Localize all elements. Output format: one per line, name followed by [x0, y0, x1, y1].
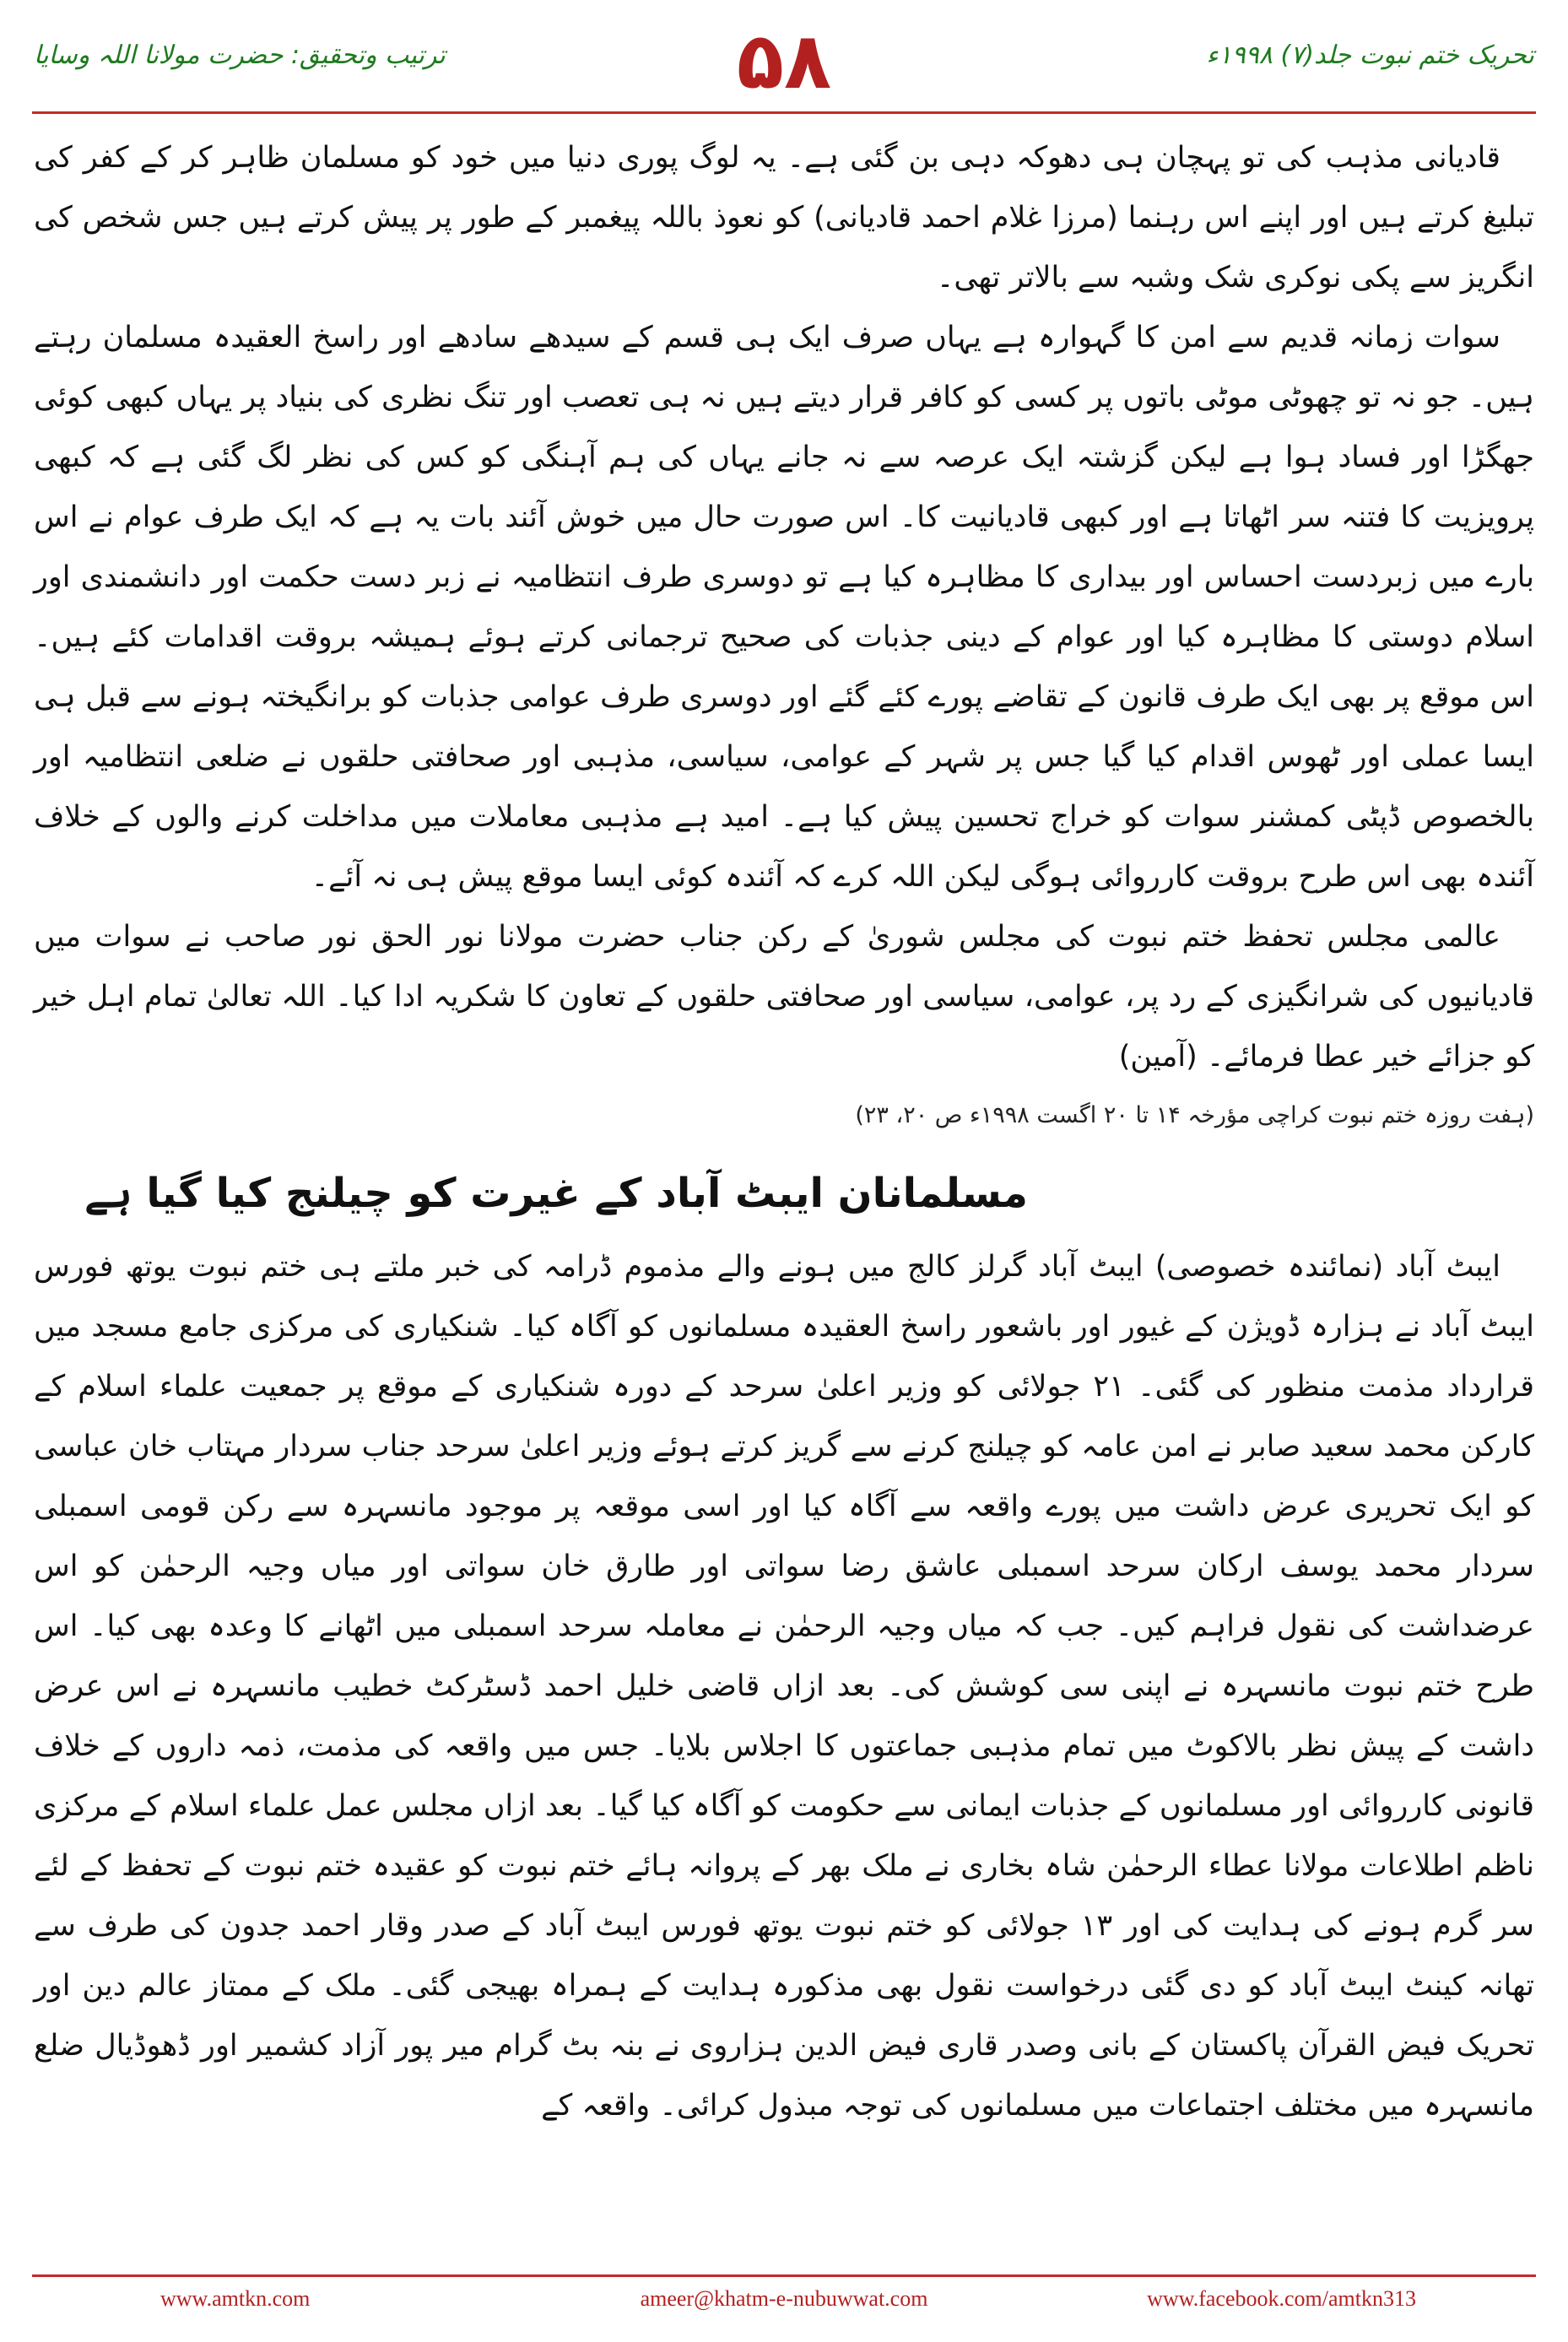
website-link[interactable]: www.amtkn.com [160, 2286, 311, 2311]
email-link[interactable]: ameer@khatm-e-nubuwwat.com [640, 2286, 928, 2311]
article1-source: (ہفت روزہ ختم نبوت کراچی مؤرخہ ۱۴ تا ۲۰ اگست ۱۹۹۸ء ص ۲۰، ۲۳) [855, 1102, 1534, 1128]
facebook-link[interactable]: www.facebook.com/amtkn313 [1147, 2286, 1416, 2311]
article1-paragraph-1: قادیانی مذہب کی تو پہچان ہی دھوکہ دہی بن گئی ہے۔ یہ لوگ پوری دنیا میں خود کو مسلمان ظاہر کر کے کفر کی تبلیغ کرتے ہیں اور اپنے اس رہنما (مرزا غلام احمد قادیانی) کو نعوذ باللہ پیغمبر کے طور پر پیش کرتے ہیں جس شخص کی انگریز سے پکی نوکری شک وشبہ سے بالاتر تھی۔ [34, 141, 1534, 295]
compiler-credit: ترتیب وتحقیق: حضرت مولانا اللہ وسایا [34, 41, 446, 70]
page-header [34, 15, 1534, 116]
article2-paragraph-1: ایبٹ آباد (نمائندہ خصوصی) ایبٹ آباد گرلز کالج میں ہونے والے مذموم ڈرامہ کی خبر ملتے ہی ختم نبوت یوتھ فورس ایبٹ آباد نے ہزارہ ڈویژن کے غیور اور باشعور راسخ العقیدہ مسلمانوں کو آگاہ کیا۔ شنکیاری کی مرکزی جامع مسجد میں قرارداد مذمت منظور کی گئی۔ ۲۱ جولائی کو وزیر اعلیٰ سرحد کے دورہ شنکیاری کے موقع پر جمعیت علماء اسلام کے کارکن محمد سعید صابر نے امن عامہ کو چیلنج کرنے سے گریز کرتے ہوئے وزیر اعلیٰ سرحد جناب سردار مہتاب خان عباسی کو ایک تحریری عرض داشت میں پورے واقعہ سے آگاہ کیا اور اسی موقعہ پر موجود مانسہرہ سے رکن قومی اسمبلی سردار محمد یوسف ارکان سرحد اسمبلی عاشق رضا سواتی اور طارق خان سواتی اور میاں وجیہ الرحمٰن کو اس عرضداشت کی نقول فراہم کیں۔ جب کہ میاں وجیہ الرحمٰن نے معاملہ سرحد اسمبلی میں اٹھانے کا وعدہ بھی کیا۔ اس طرح ختم نبوت مانسہرہ نے اپنی سی کوشش کی۔ بعد ازاں قاضی خلیل احمد ڈسٹرکٹ خطیب مانسہرہ نے اس عرض داشت کے پیش نظر بالاکوٹ میں تمام مذہبی جماعتوں کا اجلاس بلایا۔ جس میں واقعہ کی مذمت، ذمہ داروں کے خلاف قانونی کارروائی اور مسلمانوں کے جذبات ایمانی سے حکومت کو آگاہ کیا گیا۔ بعد ازاں مجلس عمل علماء اسلام کے مرکزی ناظم اطلاعات مولانا عطاء الرحمٰن شاہ بخاری نے ملک بھر کے پروانہ ہائے ختم نبوت کو عقیدہ ختم نبوت کے تحفظ کے لئے سر گرم ہونے کی ہدایت کی اور ۱۳ جولائی کو ختم نبوت یوتھ فورس ایبٹ آباد کے صدر وقار احمد جدون کی طرف سے تھانہ کینٹ ایبٹ آباد کو دی گئی درخواست نقول بھی مذکورہ ہدایت کے ہمراہ بھیجی گئی۔ ملک کے ممتاز عالم دین اور تحریک فیض القرآن پاکستان کے بانی وصدر قاری فیض الدین ہزاروی نے بنہ بٹ گرام میر پور آزاد کشمیر اور ڈھوڈیال ضلع مانسہرہ میں مختلف اجتماعات میں مسلمانوں کی توجہ مبذول کرائی۔ واقعہ کے [34, 1250, 1534, 2123]
page-number: ۵۸ [736, 16, 832, 106]
footer-divider [32, 2274, 1536, 2277]
book-title: تحریک ختم نبوت جلد(۷) ۱۹۹۸ء [1206, 41, 1534, 70]
article2-headline: مسلمانان ایبٹ آباد کے غیرت کو چیلنج کیا گیا ہے [84, 1170, 1028, 1217]
header-divider [32, 111, 1536, 114]
page-body [34, 128, 1534, 2264]
article1-paragraph-2: سوات زمانہ قدیم سے امن کا گہوارہ ہے یہاں صرف ایک ہی قسم کے سیدھے سادھے اور راسخ العقیدہ مسلمان رہتے ہیں۔ جو نہ تو چھوٹی موٹی باتوں پر کسی کو کافر قرار دیتے ہیں نہ ہی تعصب اور تنگ نظری کی بنیاد پر یہاں کبھی کوئی جھگڑا اور فساد ہوا ہے لیکن گزشتہ ایک عرصہ سے نہ جانے یہاں کی ہم آہنگی کو کس کی نظر لگ گئی ہے کہ کبھی پرویزیت کا فتنہ سر اٹھاتا ہے اور کبھی قادیانیت کا۔ اس صورت حال میں خوش آئند بات یہ ہے کہ ایک طرف عوام نے اس بارے میں زبردست احساس اور بیداری کا مظاہرہ کیا ہے تو دوسری طرف انتظامیہ نے زبر دست حکمت اور دانشمندی اور اسلام دوستی کا مظاہرہ کیا اور عوام کے دینی جذبات کی صحیح ترجمانی کرتے ہوئے ہمیشہ بروقت اقدامات کئے ہیں۔ اس موقع پر بھی ایک طرف قانون کے تقاضے پورے کئے گئے اور دوسری طرف عوامی جذبات کو برانگیختہ ہونے سے قبل ہی ایسا عملی اور ٹھوس اقدام کیا گیا جس پر شہر کے عوامی، سیاسی، مذہبی اور صحافتی حلقوں نے ضلعی انتظامیہ اور بالخصوص ڈپٹی کمشنر سوات کو خراج تحسین پیش کیا ہے۔ امید ہے مذہبی معاملات میں مداخلت کرنے والوں کے خلاف آئندہ بھی اس طرح بروقت کارروائی ہوگی لیکن اللہ کرے کہ آئندہ کوئی ایسا موقع پیش ہی نہ آئے۔ [34, 321, 1534, 894]
article1-paragraph-3: عالمی مجلس تحفظ ختم نبوت کی مجلس شوریٰ کے رکن جناب حضرت مولانا نور الحق نور صاحب نے سوات میں قادیانیوں کی شرانگیزی کے رد پر، عوامی، سیاسی اور صحافتی حلقوں کے تعاون کا شکریہ ادا کیا۔ اللہ تعالیٰ تمام اہل خیر کو جزائے خیر عطا فرمائے۔ (آمین) [34, 920, 1534, 1074]
page-footer [34, 2283, 1534, 2317]
